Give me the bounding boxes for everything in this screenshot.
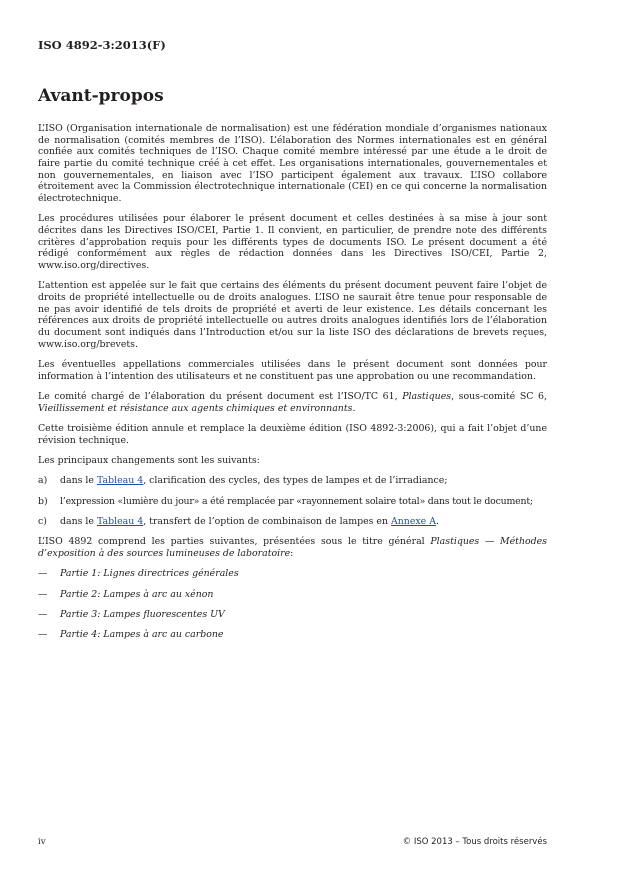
annexe-a-link[interactable]: Annexe A <box>391 515 436 527</box>
foreword-body <box>38 123 547 650</box>
dash-marker: — <box>38 629 48 641</box>
series-title: Plastiques — Méthodes d’exposition à des sources lumineuses de laboratoire <box>38 536 547 559</box>
paragraph-changes-intro: Les principaux changements sont les suivants: <box>38 454 260 466</box>
paragraph-trade-names: Les éventuelles appellations commerciales utilisées dans le présent document sont données pour information à l’intention des utilisateurs et ne constituent pas une approbation ou une recommandation. <box>38 358 547 382</box>
list-item-part-3: — Partie 3: Lampes fluorescentes UV <box>38 608 225 620</box>
paragraph-parts-intro: L’ISO 4892 comprend les parties suivantes, présentées sous le titre général Plastiques — Méthodes d’exposition à des sources lumineuses de laboratoire: <box>38 536 547 559</box>
dash-marker: — <box>38 588 48 600</box>
paragraph-procedures: Les procédures utilisées pour élaborer le présent document et celles destinées à sa mise à jour sont décrites dans les Directives ISO/CEI, Partie 1. Il convient, en particulier, de prendre note des différents critères d’approbation requis pour les différents types de documents ISO. Le présent document a été rédigé conformément aux règles de rédaction données dans les Directives ISO/CEI, Partie 2, www.iso.org/directives. <box>38 213 547 271</box>
list-marker: c) <box>38 515 47 527</box>
list-item-part-2: — Partie 2: Lampes à arc au xénon <box>38 588 214 600</box>
paragraph-patents: L’attention est appelée sur le fait que certains des éléments du présent document peuvent faire l’objet de droits de propriété intellectuelle ou de droits analogues. L’ISO ne saurait être tenue pour responsable de ne pas avoir identifié de tels droits de propriété et averti de leur existence. Les détails concernant les références aux droits de propriété intellectuelle ou autres droits analogues identifiés lors de l’élaboration du document sont indiqués dans l’Introduction et/ou sur la liste ISO des déclarations de brevets reçues, www.iso.org/brevets. <box>38 280 547 350</box>
tableau-4-link[interactable]: Tableau 4 <box>96 475 144 487</box>
list-item-part-1: — Partie 1: Lignes directrices générales <box>38 568 239 580</box>
list-item-part-4: — Partie 4: Lampes à arc au carbone <box>38 629 224 641</box>
paragraph-committee: Le comité chargé de l’élaboration du présent document est l’ISO/TC 61, Plastiques, sous-comité SC 6, Vieillissement et résistance aux agents chimiques et environnants. <box>38 390 547 414</box>
list-item-change-c: c) dans le Tableau 4, transfert de l’option de combinaison de lampes en Annexe A. <box>38 515 439 527</box>
tableau-4-link[interactable]: Tableau 4 <box>96 515 144 527</box>
page-title: Avant-propos <box>38 86 164 106</box>
page-number: iv <box>38 837 46 847</box>
sc-name: Vieillissement et résistance aux agents chimiques et environnants <box>38 402 353 414</box>
paragraph-edition: Cette troisième édition annule et remplace la deuxième édition (ISO 4892-3:2006), qui a fait l’objet d’une révision technique. <box>38 422 547 446</box>
paragraph-iso-intro: L’ISO (Organisation internationale de normalisation) est une fédération mondiale d’organismes nationaux de normalisation (comités membres de l’ISO). L’élaboration des Normes internationales est en général confiée aux comités techniques de l’ISO. Chaque comité membre intéressé par une étude a le droit de faire partie du comité technique créé à cet effet. Les organisations internationales, gouvernementales et non gouvernementales, en liaison avec l’ISO participent également aux travaux. L’ISO collabore étroitement avec la Commission électrotechnique internationale (CEI) en ce qui concerne la normalisation électrotechnique. <box>38 123 547 204</box>
document-id: ISO 4892-3:2013(F) <box>38 38 166 52</box>
list-item-change-a: a) dans le Tableau 4, clarification des cycles, des types de lampes et de l’irradiance; <box>38 475 448 487</box>
dash-marker: — <box>38 608 48 620</box>
tc-name: Plastiques <box>402 390 452 402</box>
list-item-change-b: b) l’expression «lumière du jour» a été remplacée par «rayonnement solaire total» dans tout le document; <box>38 495 533 507</box>
list-marker: a) <box>38 475 48 487</box>
list-marker: b) <box>38 495 48 507</box>
copyright-notice: © ISO 2013 – Tous droits réservés <box>402 837 547 847</box>
dash-marker: — <box>38 568 48 580</box>
